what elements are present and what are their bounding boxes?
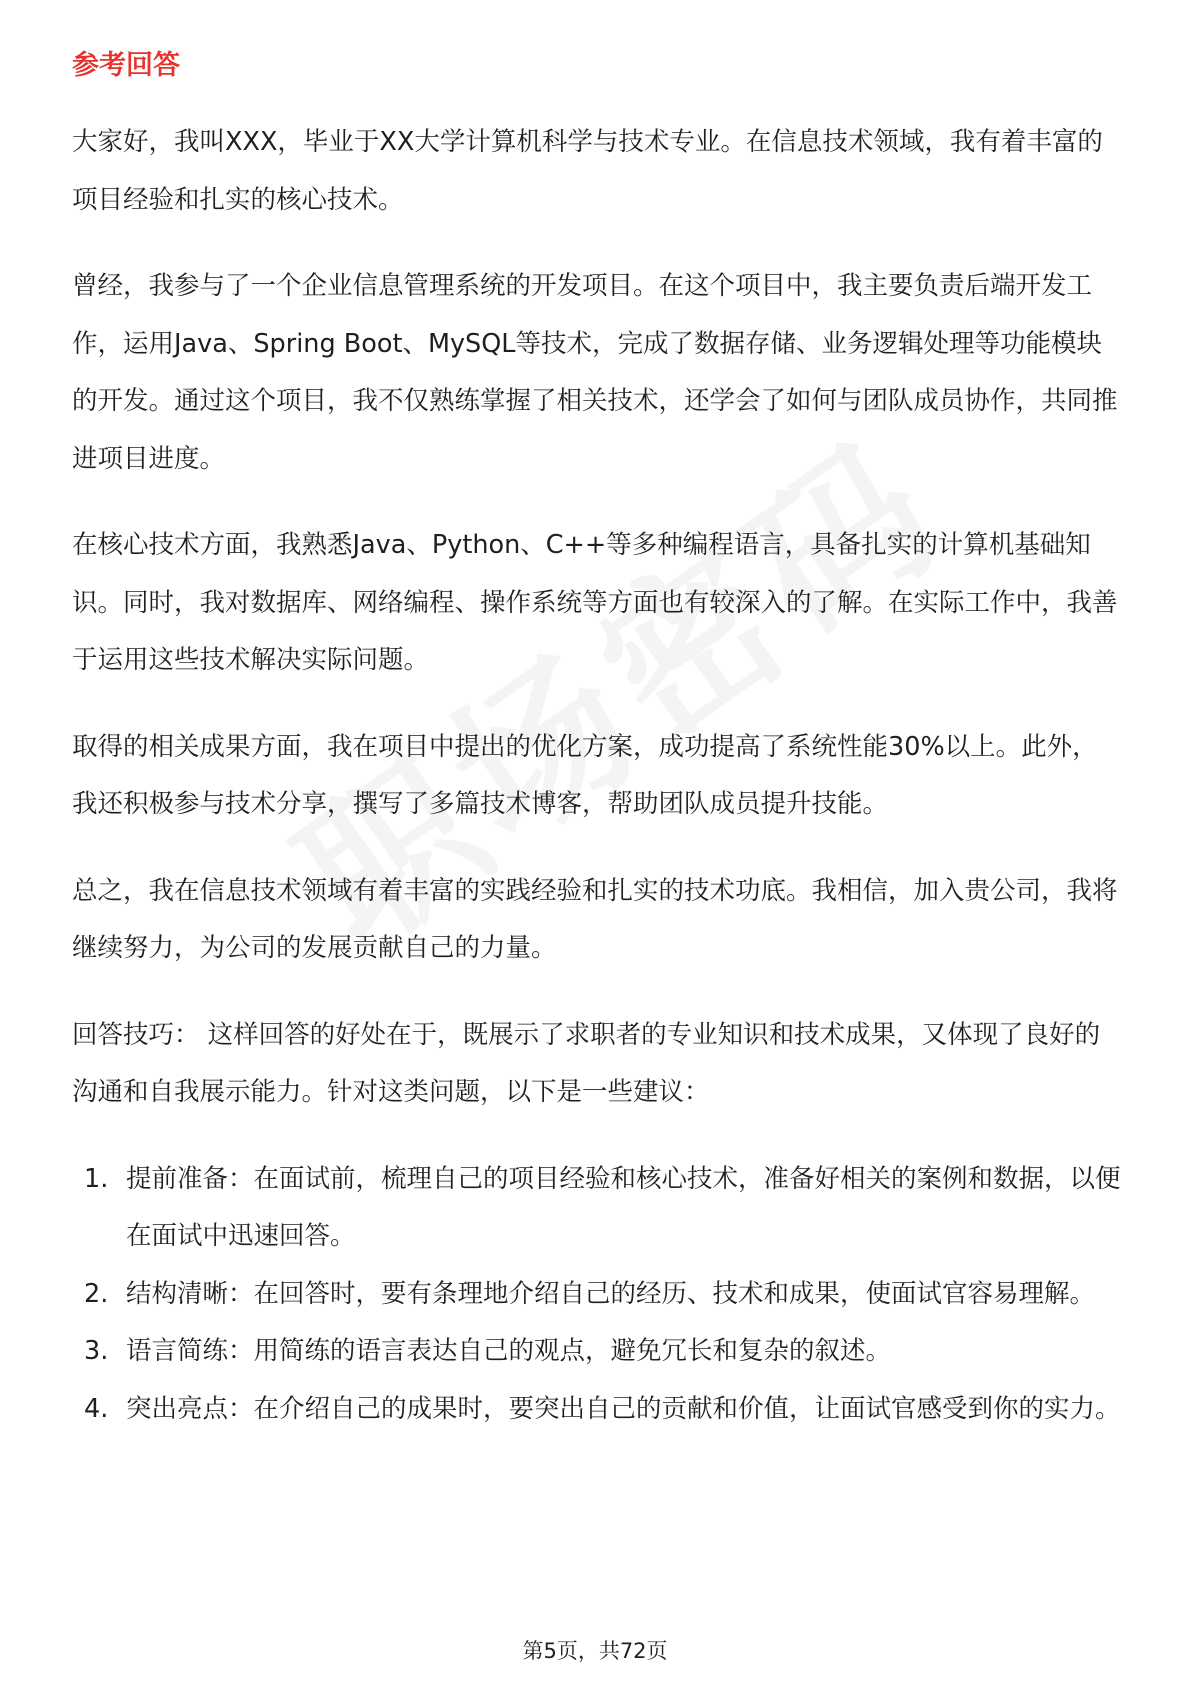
- tip-text: 突出亮点：在介绍自己的成果时，要突出自己的贡献和价值，让面试官感受到你的实力。: [126, 1393, 1121, 1424]
- paragraph-tips-intro: 回答技巧： 这样回答的好处在于，既展示了求职者的专业知识和技术成果，又体现了良好的沟通和自我展示能力。针对这类问题，以下是一些建议：: [72, 1019, 1101, 1107]
- tip-number: 2.: [84, 1278, 109, 1309]
- paragraph-achievements: 取得的相关成果方面，我在项目中提出的优化方案，成功提高了系统性能30%以上。此外，我还积极参与技术分享，撰写了多篇技术博客，帮助团队成员提升技能。: [72, 731, 1098, 819]
- paragraph-summary: 总之，我在信息技术领域有着丰富的实践经验和扎实的技术功底。我相信，加入贵公司，我将继续努力，为公司的发展贡献自己的力量。: [72, 875, 1118, 963]
- tip-number: 4.: [84, 1393, 109, 1424]
- tip-text: 语言简练：用简练的语言表达自己的观点，避免冗长和复杂的叙述。: [126, 1336, 892, 1366]
- tip-text: 结构清晰：在回答时，要有条理地介绍自己的经历、技术和成果，使面试官容易理解。: [126, 1278, 1096, 1309]
- tip-number: 1.: [84, 1163, 109, 1194]
- tip-item: [72, 1381, 1122, 1439]
- tip-item: [72, 1266, 1122, 1324]
- paragraph-intro: 大家好，我叫XXX，毕业于XX大学计算机科学与技术专业。在信息技术领域，我有着丰富的项目经验和扎实的核心技术。: [72, 127, 1103, 215]
- tips-list: [72, 1151, 1122, 1439]
- tip-item: [72, 1323, 1122, 1381]
- tip-number: 3.: [84, 1336, 109, 1366]
- page-number-footer: 第5页，共72页: [522, 1639, 668, 1663]
- tip-item: [72, 1151, 1122, 1266]
- document-body: [72, 46, 1122, 1438]
- section-heading: 参考回答: [72, 50, 180, 81]
- paragraph-project: 曾经，我参与了一个企业信息管理系统的开发项目。在这个项目中，我主要负责后端开发工作，运用Java、Spring Boot、MySQL等技术，完成了数据存储、业务逻辑处理等功能模块的开发。通过这个项目，我不仅熟练掌握了相关技术，还学会了如何与团队成员协作，共同推进项目进度。: [72, 271, 1118, 474]
- paragraph-skills: 在核心技术方面，我熟悉Java、Python、C++等多种编程语言，具备扎实的计算机基础知识。同时，我对数据库、网络编程、操作系统等方面也有较深入的了解。在实际工作中，我善于运用这些技术解决实际问题。: [72, 530, 1118, 675]
- tip-text: 提前准备：在面试前，梳理自己的项目经验和核心技术，准备好相关的案例和数据，以便在面试中迅速回答。: [126, 1163, 1121, 1251]
